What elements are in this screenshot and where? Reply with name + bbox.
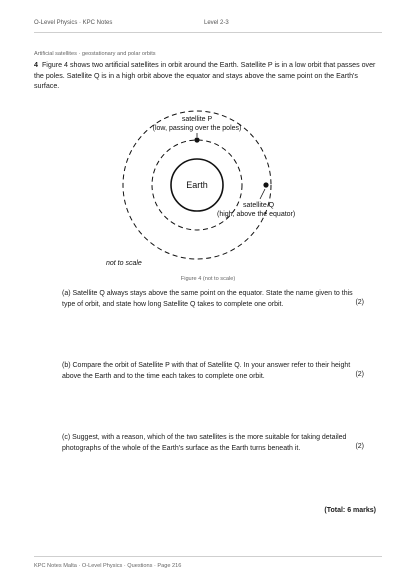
footer-text: KPC Notes Malta · O-Level Physics · Questions · Page 216 — [34, 563, 182, 569]
part-c-text: (c) Suggest, with a reason, which of the two satellites is the more suitable for taking detailed photographs of the whole of the Earth's surface as the Earth turns beneath it. — [62, 434, 347, 452]
satellite-q-dot — [263, 182, 268, 187]
part-c-marks: (2) — [355, 443, 364, 450]
scale-note: not to scale — [106, 260, 142, 267]
part-a-marks: (2) — [355, 299, 364, 306]
satellite-p-label: satellite P — [181, 116, 213, 123]
question-number: 4 — [34, 61, 38, 69]
question-text: Figure 4 shows two artificial satellites in orbit around the Earth. Satellite P is in a low orbit that passes over the poles. Satellite Q is in a high orbit above the equator and stays above the same point on the Earth's surface. — [34, 61, 376, 90]
footer-rule — [34, 556, 382, 557]
header-level: Level 2-3 — [204, 20, 229, 26]
satellite-q-sublabel: (high, above the equator) — [217, 211, 296, 218]
satellite-p-sublabel: (low, passing over the poles) — [152, 125, 242, 132]
total-marks: (Total: 6 marks) — [324, 507, 376, 514]
satellite-p-dot — [194, 137, 199, 142]
part-b-text: (b) Compare the orbit of Satellite P with that of Satellite Q. In your answer refer to their height above the Earth and to the time each takes to complete one orbit. — [62, 362, 351, 380]
part-a-text: (a) Satellite Q always stays above the same point on the equator. State the name given to this type of orbit, and state how long Satellite Q takes to complete one orbit. — [62, 290, 353, 308]
topic-label: Artificial satellites · geostationary and polar orbits — [34, 51, 156, 57]
earth-label: Earth — [186, 180, 208, 190]
part-b-marks: (2) — [355, 371, 364, 378]
figure-caption: Figure 4 (not to scale) — [180, 276, 236, 282]
satellite-q-pointer — [260, 189, 265, 199]
header-left: O-Level Physics · KPC Notes — [34, 20, 113, 26]
satellite-q-label: satellite Q — [243, 202, 275, 209]
